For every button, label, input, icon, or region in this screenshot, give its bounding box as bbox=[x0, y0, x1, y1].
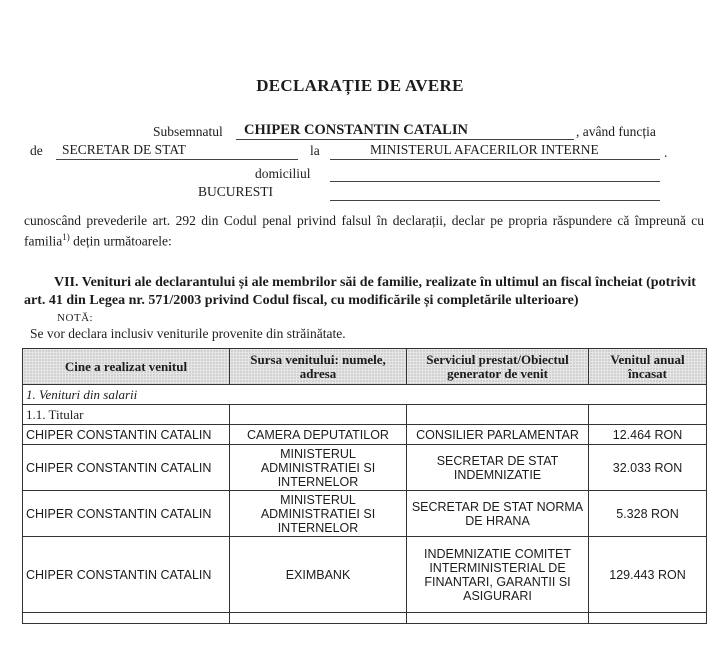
cell-who: CHIPER CONSTANTIN CATALIN bbox=[23, 425, 230, 445]
declarant-name: CHIPER CONSTANTIN CATALIN bbox=[244, 122, 468, 138]
cell-income: 129.443 RON bbox=[589, 537, 707, 613]
note-text: Se vor declara inclusiv veniturile provenite din străinătate. bbox=[30, 326, 346, 341]
institution-period: . bbox=[664, 145, 668, 160]
cell-service: SECRETAR DE STAT INDEMNIZATIE bbox=[407, 445, 589, 491]
subcategory-label: 1.1. Titular bbox=[23, 405, 230, 425]
cell-service: SECRETAR DE STAT NORMA DE HRANA bbox=[407, 491, 589, 537]
cell-source: EXIMBANK bbox=[230, 537, 407, 613]
cell-who: CHIPER CONSTANTIN CATALIN bbox=[23, 491, 230, 537]
function-field bbox=[56, 142, 298, 160]
cell-source: CAMERA DEPUTATILOR bbox=[230, 425, 407, 445]
income-table bbox=[22, 348, 707, 624]
table-cell bbox=[589, 613, 707, 624]
domicile-value: BUCURESTI bbox=[198, 184, 274, 199]
table-cell bbox=[23, 613, 230, 624]
function-value: SECRETAR DE STAT bbox=[62, 142, 186, 157]
name-field bbox=[236, 122, 574, 140]
table-row bbox=[23, 491, 707, 537]
table-row bbox=[23, 425, 707, 445]
header-who: Cine a realizat venitul bbox=[23, 349, 230, 385]
subcategory-row bbox=[23, 405, 707, 425]
statement-text: cunoscând prevederile art. 292 din Codul penal privind falsul în declarații, declar pe propria răspundere că împreună cu familia bbox=[24, 213, 704, 249]
cell-who: CHIPER CONSTANTIN CATALIN bbox=[23, 445, 230, 491]
cell-service: CONSILIER PARLAMENTAR bbox=[407, 425, 589, 445]
cell-service: INDEMNIZATIE COMITET INTERMINISTERIAL DE FINANTARI, GARANTII SI ASIGURARI bbox=[407, 537, 589, 613]
cell-who: CHIPER CONSTANTIN CATALIN bbox=[23, 537, 230, 613]
table-row bbox=[23, 445, 707, 491]
table-header-row bbox=[23, 349, 707, 385]
cell-income: 12.464 RON bbox=[589, 425, 707, 445]
table-row-cut-off bbox=[23, 613, 707, 624]
category-row bbox=[23, 385, 707, 405]
domiciliul-label: domiciliul bbox=[255, 166, 311, 181]
subsemnatul-label: Subsemnatul bbox=[153, 124, 223, 139]
de-label: de bbox=[30, 143, 43, 158]
cell-source: MINISTERUL ADMINISTRATIEI SI INTERNELOR bbox=[230, 445, 407, 491]
la-label: la bbox=[310, 143, 320, 158]
table-cell bbox=[589, 405, 707, 425]
note-label: NOTĂ: bbox=[57, 312, 94, 324]
institution-field bbox=[330, 142, 660, 160]
domicile-line-2 bbox=[330, 183, 660, 201]
document-title: DECLARAȚIE DE AVERE bbox=[256, 76, 464, 95]
cell-income: 32.033 RON bbox=[589, 445, 707, 491]
table-cell bbox=[230, 613, 407, 624]
table-row bbox=[23, 537, 707, 613]
table-cell bbox=[407, 613, 589, 624]
cell-income: 5.328 RON bbox=[589, 491, 707, 537]
category-label: 1. Venituri din salarii bbox=[23, 385, 707, 405]
header-income: Venitul anual încasat bbox=[589, 349, 707, 385]
cell-source: MINISTERUL ADMINISTRATIEI SI INTERNELOR bbox=[230, 491, 407, 537]
header-service: Serviciul prestat/Obiectul generator de venit bbox=[407, 349, 589, 385]
footnote-ref: 1) bbox=[62, 232, 70, 242]
function-label: , având funcția bbox=[576, 124, 656, 139]
section-heading: VII. Venituri ale declarantului și ale membrilor săi de familie, realizate în ultimul an fiscal încheiat (potrivit art. 41 din Legea nr. 571/2003 privind Codul fiscal, cu modificările și completările ulterioare) bbox=[24, 275, 696, 308]
table-cell bbox=[230, 405, 407, 425]
statement-end: dețin următoarele: bbox=[69, 233, 172, 249]
institution-value: MINISTERUL AFACERILOR INTERNE bbox=[370, 142, 599, 157]
header-source: Sursa venitului: numele, adresa bbox=[230, 349, 407, 385]
declaration-statement bbox=[24, 212, 704, 250]
domicile-line-1 bbox=[330, 164, 660, 182]
table-cell bbox=[407, 405, 589, 425]
